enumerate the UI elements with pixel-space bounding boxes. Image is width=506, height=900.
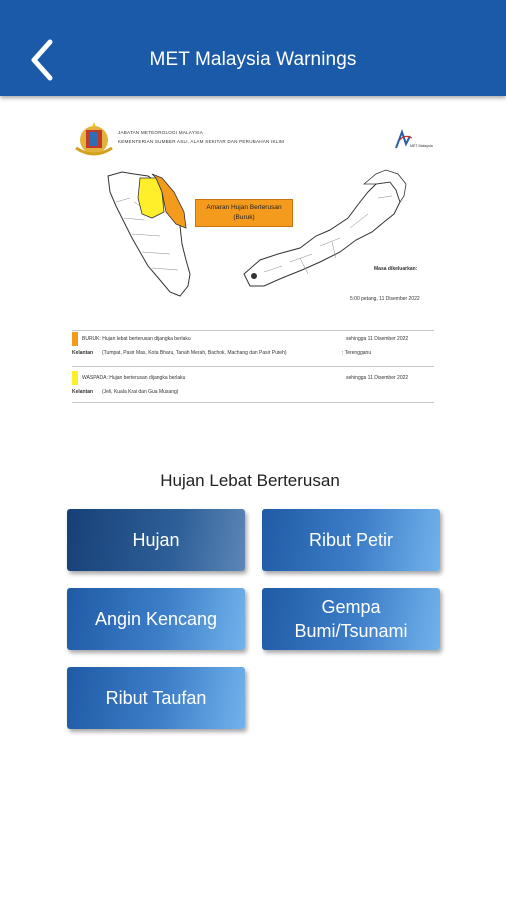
warning-type-title: Hujan Lebat Berterusan — [160, 471, 340, 490]
alert-until: sehingga 11 Disember 2022 — [346, 375, 409, 381]
app-bar — [0, 0, 506, 96]
issued-time: 5:00 petang, 11 Disember 2022 — [350, 296, 420, 302]
divider — [72, 366, 434, 367]
divider — [72, 330, 434, 331]
alert-title: WASPADA: Hujan berterusan dijangka berlaku — [82, 375, 186, 381]
malaysia-map — [64, 162, 446, 310]
severe-areas: (Tumpat, Pasir Mas, Kota Bharu, Tanah Merah, Bachok, Machang dan Pasir Puteh) — [102, 350, 287, 356]
hujan-button[interactable]: Hujan — [67, 509, 245, 571]
severe-level-bar — [72, 332, 78, 346]
agency-name: JABATAN METEOROLOGI MALAYSIA — [118, 130, 203, 135]
gempa-bumi-tsunami-button[interactable]: Gempa Bumi/Tsunami — [262, 588, 440, 650]
severe-until: sehingga 11 Disember 2022 — [346, 336, 409, 342]
alert-level-bar — [72, 371, 78, 385]
ribut-taufan-button[interactable]: Ribut Taufan — [67, 667, 245, 729]
divider — [72, 402, 434, 403]
ministry-name: KEMENTERIAN SUMBER ASLI, ALAM SEKITAR DAN PERUBAHAN IKLIM — [118, 139, 285, 144]
angin-kencang-button[interactable]: Angin Kencang — [67, 588, 245, 650]
page-title: MET Malaysia Warnings — [149, 49, 357, 70]
warning-image[interactable] — [64, 112, 446, 412]
met-logo-text: MET Malaysia — [410, 144, 433, 148]
met-logo-icon — [390, 128, 434, 152]
malaysia-coat-of-arms-icon — [72, 120, 116, 160]
alert-areas: (Jeli, Kuala Krai dan Gua Musang) — [102, 389, 179, 395]
alert-state: Kelantan — [72, 389, 94, 395]
severe-state: Kelantan — [72, 350, 94, 356]
ribut-petir-button[interactable]: Ribut Petir — [262, 509, 440, 571]
severe-extra: ; Terengganu — [342, 350, 372, 356]
map-warning-level: (Buruk) — [233, 214, 255, 221]
severe-title: BURUK: Hujan lebat berterusan dijangka berlaku — [82, 336, 191, 342]
issued-label: Masa dikeluarkan: — [374, 266, 418, 272]
map-warning-label — [195, 199, 293, 227]
map-warning-title: Amaran Hujan Berterusan — [206, 204, 282, 211]
